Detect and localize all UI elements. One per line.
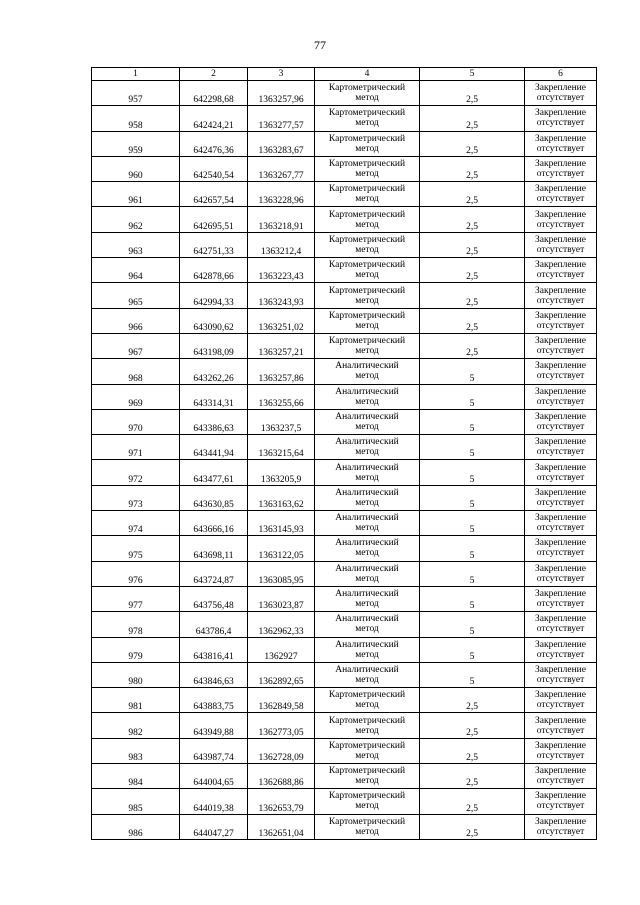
table-row [92,359,597,384]
fixation-cell: Закрепление отсутствует [525,435,597,460]
fixation-cell: Закрепление отсутствует [525,536,597,561]
method-cell: Аналитический метод [315,612,420,637]
table-row [92,789,597,814]
accuracy-cell: 2,5 [420,333,525,358]
y-coordinate-cell: 1363277,57 [248,106,315,131]
accuracy-cell: 2,5 [420,106,525,131]
accuracy-cell: 5 [420,435,525,460]
y-coordinate-cell: 1362728,09 [248,738,315,763]
table-row [92,106,597,131]
x-coordinate-cell: 643314,31 [180,384,248,409]
x-coordinate-cell: 642424,21 [180,106,248,131]
table-header-row [92,68,597,81]
point-number-cell: 985 [92,789,180,814]
x-coordinate-cell: 642476,36 [180,131,248,156]
x-coordinate-cell: 643630,85 [180,485,248,510]
method-cell: Аналитический метод [315,561,420,586]
table-row [92,207,597,232]
accuracy-cell: 5 [420,637,525,662]
table-row [92,460,597,485]
y-coordinate-cell: 1363228,96 [248,182,315,207]
point-number-cell: 967 [92,333,180,358]
x-coordinate-cell: 644047,27 [180,814,248,839]
y-coordinate-cell: 1363237,5 [248,409,315,434]
x-coordinate-cell: 642298,68 [180,81,248,106]
method-cell: Аналитический метод [315,662,420,687]
x-coordinate-cell: 643666,16 [180,511,248,536]
method-cell: Картометрический метод [315,713,420,738]
point-number-cell: 960 [92,156,180,181]
column-header: 5 [420,68,525,81]
x-coordinate-cell: 643816,41 [180,637,248,662]
accuracy-cell: 5 [420,384,525,409]
page-number: 77 [314,38,326,52]
y-coordinate-cell: 1362653,79 [248,789,315,814]
point-number-cell: 977 [92,586,180,611]
x-coordinate-cell: 643987,74 [180,738,248,763]
table-row [92,81,597,106]
method-cell: Аналитический метод [315,359,420,384]
point-number-cell: 957 [92,81,180,106]
accuracy-cell: 2,5 [420,308,525,333]
coordinates-table [91,67,597,840]
table-row [92,409,597,434]
y-coordinate-cell: 1363085,95 [248,561,315,586]
point-number-cell: 981 [92,688,180,713]
method-cell: Картометрический метод [315,106,420,131]
table-row [92,511,597,536]
fixation-cell: Закрепление отсутствует [525,738,597,763]
method-cell: Картометрический метод [315,81,420,106]
x-coordinate-cell: 643949,88 [180,713,248,738]
fixation-cell: Закрепление отсутствует [525,81,597,106]
fixation-cell: Закрепление отсутствует [525,485,597,510]
y-coordinate-cell: 1363163,62 [248,485,315,510]
table-row [92,182,597,207]
column-header: 4 [315,68,420,81]
y-coordinate-cell: 1363223,43 [248,258,315,283]
point-number-cell: 983 [92,738,180,763]
point-number-cell: 980 [92,662,180,687]
fixation-cell: Закрепление отсутствует [525,662,597,687]
fixation-cell: Закрепление отсутствует [525,713,597,738]
method-cell: Картометрический метод [315,688,420,713]
fixation-cell: Закрепление отсутствует [525,232,597,257]
x-coordinate-cell: 643090,62 [180,308,248,333]
table-row [92,333,597,358]
table-row [92,308,597,333]
method-cell: Картометрический метод [315,182,420,207]
column-header: 6 [525,68,597,81]
method-cell: Картометрический метод [315,308,420,333]
y-coordinate-cell: 1363255,66 [248,384,315,409]
table-row [92,232,597,257]
x-coordinate-cell: 644019,38 [180,789,248,814]
table-row [92,738,597,763]
method-cell: Аналитический метод [315,485,420,510]
method-cell: Аналитический метод [315,384,420,409]
y-coordinate-cell: 1363205,9 [248,460,315,485]
x-coordinate-cell: 644004,65 [180,764,248,789]
point-number-cell: 986 [92,814,180,839]
x-coordinate-cell: 643756,48 [180,586,248,611]
point-number-cell: 962 [92,207,180,232]
method-cell: Аналитический метод [315,637,420,662]
table-row [92,764,597,789]
method-cell: Картометрический метод [315,814,420,839]
point-number-cell: 961 [92,182,180,207]
accuracy-cell: 2,5 [420,131,525,156]
table-row [92,131,597,156]
fixation-cell: Закрепление отсутствует [525,612,597,637]
fixation-cell: Закрепление отсутствует [525,182,597,207]
fixation-cell: Закрепление отсутствует [525,207,597,232]
point-number-cell: 978 [92,612,180,637]
fixation-cell: Закрепление отсутствует [525,460,597,485]
point-number-cell: 972 [92,460,180,485]
accuracy-cell: 2,5 [420,232,525,257]
fixation-cell: Закрепление отсутствует [525,764,597,789]
method-cell: Аналитический метод [315,460,420,485]
method-cell: Картометрический метод [315,232,420,257]
x-coordinate-cell: 643786,4 [180,612,248,637]
fixation-cell: Закрепление отсутствует [525,258,597,283]
accuracy-cell: 2,5 [420,688,525,713]
point-number-cell: 984 [92,764,180,789]
point-number-cell: 973 [92,485,180,510]
accuracy-cell: 2,5 [420,207,525,232]
method-cell: Картометрический метод [315,789,420,814]
point-number-cell: 975 [92,536,180,561]
method-cell: Аналитический метод [315,409,420,434]
x-coordinate-cell: 643846,63 [180,662,248,687]
fixation-cell: Закрепление отсутствует [525,814,597,839]
y-coordinate-cell: 1363212,4 [248,232,315,257]
accuracy-cell: 5 [420,485,525,510]
fixation-cell: Закрепление отсутствует [525,283,597,308]
method-cell: Картометрический метод [315,258,420,283]
table-row [92,688,597,713]
method-cell: Аналитический метод [315,536,420,561]
accuracy-cell: 5 [420,511,525,536]
x-coordinate-cell: 643883,75 [180,688,248,713]
table-row [92,637,597,662]
accuracy-cell: 2,5 [420,156,525,181]
table-row [92,156,597,181]
point-number-cell: 979 [92,637,180,662]
y-coordinate-cell: 1362773,05 [248,713,315,738]
accuracy-cell: 2,5 [420,713,525,738]
table-row [92,586,597,611]
y-coordinate-cell: 1363257,96 [248,81,315,106]
accuracy-cell: 2,5 [420,738,525,763]
point-number-cell: 966 [92,308,180,333]
y-coordinate-cell: 1363122,05 [248,536,315,561]
method-cell: Картометрический метод [315,333,420,358]
point-number-cell: 968 [92,359,180,384]
fixation-cell: Закрепление отсутствует [525,156,597,181]
x-coordinate-cell: 643441,94 [180,435,248,460]
point-number-cell: 970 [92,409,180,434]
accuracy-cell: 2,5 [420,283,525,308]
y-coordinate-cell: 1363243,93 [248,283,315,308]
accuracy-cell: 5 [420,460,525,485]
point-number-cell: 982 [92,713,180,738]
x-coordinate-cell: 643262,26 [180,359,248,384]
method-cell: Аналитический метод [315,511,420,536]
fixation-cell: Закрепление отсутствует [525,789,597,814]
y-coordinate-cell: 1363283,67 [248,131,315,156]
y-coordinate-cell: 1362962,33 [248,612,315,637]
x-coordinate-cell: 642994,33 [180,283,248,308]
accuracy-cell: 5 [420,561,525,586]
point-number-cell: 974 [92,511,180,536]
point-number-cell: 964 [92,258,180,283]
point-number-cell: 959 [92,131,180,156]
y-coordinate-cell: 1362688,86 [248,764,315,789]
table-row [92,536,597,561]
fixation-cell: Закрепление отсутствует [525,333,597,358]
x-coordinate-cell: 642878,66 [180,258,248,283]
accuracy-cell: 5 [420,662,525,687]
method-cell: Картометрический метод [315,207,420,232]
point-number-cell: 965 [92,283,180,308]
y-coordinate-cell: 1363145,93 [248,511,315,536]
point-number-cell: 969 [92,384,180,409]
y-coordinate-cell: 1362927 [248,637,315,662]
accuracy-cell: 2,5 [420,182,525,207]
x-coordinate-cell: 643386,63 [180,409,248,434]
fixation-cell: Закрепление отсутствует [525,131,597,156]
accuracy-cell: 2,5 [420,764,525,789]
fixation-cell: Закрепление отсутствует [525,359,597,384]
x-coordinate-cell: 643477,61 [180,460,248,485]
y-coordinate-cell: 1362892,65 [248,662,315,687]
y-coordinate-cell: 1363251,02 [248,308,315,333]
fixation-cell: Закрепление отсутствует [525,106,597,131]
table-row [92,258,597,283]
table-row [92,435,597,460]
method-cell: Картометрический метод [315,738,420,763]
fixation-cell: Закрепление отсутствует [525,511,597,536]
accuracy-cell: 5 [420,586,525,611]
accuracy-cell: 2,5 [420,814,525,839]
fixation-cell: Закрепление отсутствует [525,586,597,611]
fixation-cell: Закрепление отсутствует [525,561,597,586]
y-coordinate-cell: 1362651,04 [248,814,315,839]
accuracy-cell: 2,5 [420,789,525,814]
y-coordinate-cell: 1362849,58 [248,688,315,713]
method-cell: Картометрический метод [315,156,420,181]
fixation-cell: Закрепление отсутствует [525,308,597,333]
table-row [92,384,597,409]
x-coordinate-cell: 642540,54 [180,156,248,181]
fixation-cell: Закрепление отсутствует [525,688,597,713]
accuracy-cell: 2,5 [420,258,525,283]
table-row [92,283,597,308]
method-cell: Картометрический метод [315,283,420,308]
method-cell: Картометрический метод [315,764,420,789]
method-cell: Аналитический метод [315,586,420,611]
fixation-cell: Закрепление отсутствует [525,637,597,662]
y-coordinate-cell: 1363215,64 [248,435,315,460]
y-coordinate-cell: 1363023,87 [248,586,315,611]
accuracy-cell: 5 [420,612,525,637]
accuracy-cell: 5 [420,359,525,384]
y-coordinate-cell: 1363257,86 [248,359,315,384]
table-row [92,485,597,510]
y-coordinate-cell: 1363257,21 [248,333,315,358]
column-header: 3 [248,68,315,81]
point-number-cell: 971 [92,435,180,460]
x-coordinate-cell: 643698,11 [180,536,248,561]
table-row [92,561,597,586]
table-row [92,713,597,738]
fixation-cell: Закрепление отсутствует [525,384,597,409]
table-row [92,814,597,839]
x-coordinate-cell: 642657,54 [180,182,248,207]
method-cell: Картометрический метод [315,131,420,156]
column-header: 1 [92,68,180,81]
table-row [92,612,597,637]
table-row [92,662,597,687]
point-number-cell: 963 [92,232,180,257]
column-header: 2 [180,68,248,81]
accuracy-cell: 5 [420,536,525,561]
accuracy-cell: 2,5 [420,81,525,106]
fixation-cell: Закрепление отсутствует [525,409,597,434]
accuracy-cell: 5 [420,409,525,434]
y-coordinate-cell: 1363267,77 [248,156,315,181]
method-cell: Аналитический метод [315,435,420,460]
x-coordinate-cell: 642695,51 [180,207,248,232]
x-coordinate-cell: 642751,33 [180,232,248,257]
point-number-cell: 976 [92,561,180,586]
point-number-cell: 958 [92,106,180,131]
x-coordinate-cell: 643198,09 [180,333,248,358]
x-coordinate-cell: 643724,87 [180,561,248,586]
y-coordinate-cell: 1363218,91 [248,207,315,232]
